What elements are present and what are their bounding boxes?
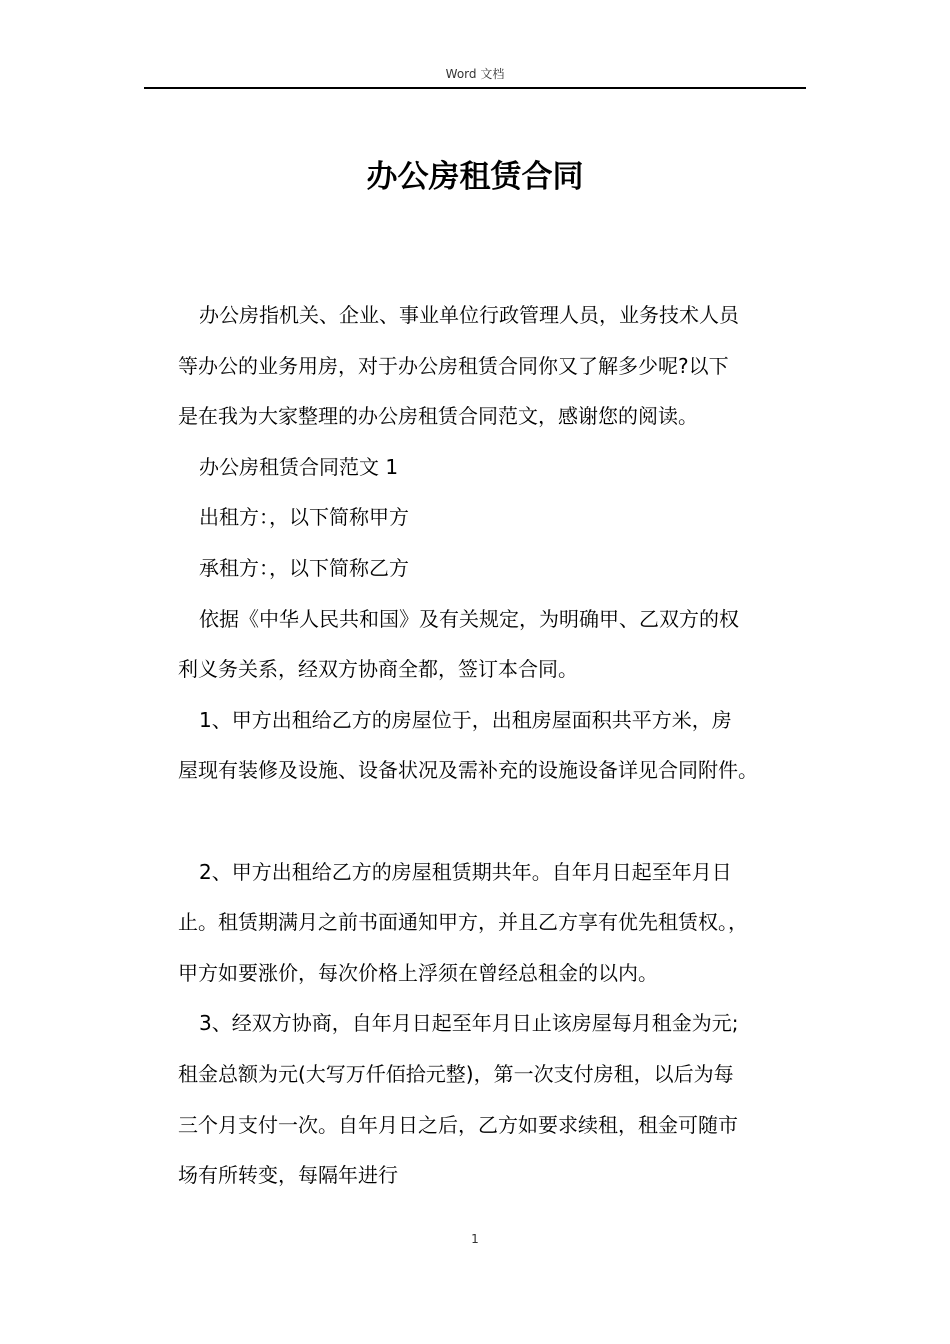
paragraph-gap bbox=[178, 796, 818, 847]
section-heading bbox=[178, 442, 818, 493]
paragraph-line: 1、甲方出租给乙方的房屋位于，出租房屋面积共平方米，房 bbox=[199, 707, 732, 732]
paragraph-basis bbox=[178, 594, 818, 695]
clause-3 bbox=[178, 998, 818, 1200]
page-header: Word 文档 bbox=[445, 67, 505, 81]
paragraph-line: 等办公的业务用房，对于办公房租赁合同你又了解多少呢?以下 bbox=[178, 353, 729, 378]
paragraph-line: 办公房租赁合同范文 1 bbox=[199, 454, 399, 479]
document-body bbox=[178, 290, 818, 1201]
paragraph-line: 办公房指机关、企业、事业单位行政管理人员，业务技术人员 bbox=[199, 303, 739, 327]
paragraph-line: 3、经双方协商，自年月日起至年月日止该房屋每月租金为元; bbox=[199, 1011, 739, 1036]
clause-2 bbox=[178, 847, 818, 999]
paragraph-line: 三个月支付一次。自年月日之后，乙方如要求续租，租金可随市 bbox=[178, 1112, 738, 1137]
paragraph-line: 利义务关系，经双方协商全都，签订本合同。 bbox=[178, 657, 578, 682]
paragraph-intro bbox=[178, 290, 818, 442]
paragraph-line: 止。租赁期满月之前书面通知甲方，并且乙方享有优先租赁权。， bbox=[178, 910, 748, 935]
paragraph-line: 是在我为大家整理的办公房租赁合同范文，感谢您的阅读。 bbox=[178, 404, 698, 429]
paragraph-line: 2、甲方出租给乙方的房屋租赁期共年。自年月日起至年月日 bbox=[199, 859, 732, 884]
clause-1 bbox=[178, 695, 818, 796]
paragraph-line: 场有所转变，每隔年进行 bbox=[178, 1163, 398, 1188]
page-number: 1 bbox=[471, 1232, 479, 1246]
header-divider bbox=[144, 87, 806, 89]
paragraph-line: 屋现有装修及设施、设备状况及需补充的设施设备详见合同附件。 bbox=[178, 758, 758, 783]
paragraph-line: 甲方如要涨价，每次价格上浮须在曾经总租金的以内。 bbox=[178, 960, 658, 985]
paragraph-line: 出租方：，以下简称甲方 bbox=[199, 505, 409, 530]
document-title: 办公房租赁合同 bbox=[366, 159, 584, 195]
lessor-line bbox=[178, 492, 818, 543]
lessee-line bbox=[178, 543, 818, 594]
paragraph-line: 租金总额为元(大写万仟佰拾元整)，第一次支付房租，以后为每 bbox=[178, 1061, 734, 1086]
paragraph-line: 承租方：，以下简称乙方 bbox=[199, 555, 409, 580]
paragraph-line: 依据《中华人民共和国》及有关规定，为明确甲、乙双方的权 bbox=[199, 606, 739, 631]
